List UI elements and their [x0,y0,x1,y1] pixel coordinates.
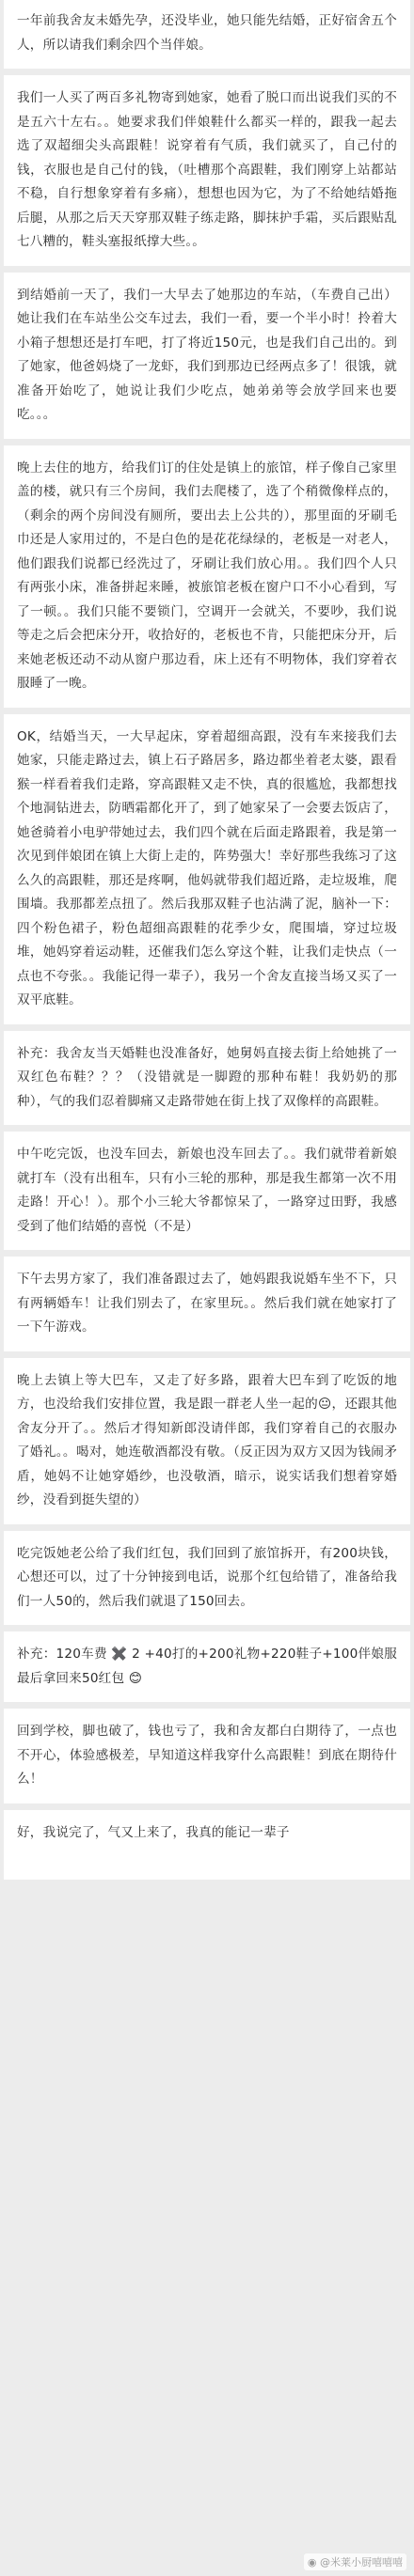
paragraph-card [4,75,410,266]
paragraph-card [4,1709,410,1803]
paragraph-card [4,1031,410,1126]
paragraph-card [4,714,410,1024]
weibo-logo-icon: ◉ [307,2556,317,2568]
paragraph-text: 到结婚前一天了，我们一大早去了她那边的车站，（车费自己出）她让我们在车站坐公交车过去，我们一看，要一个半小时！拎着大小箱子想想还是打车吧，打了将近150元，也是我们自己出的。到了她家，他爸妈烧了一龙虾，我们到那边已经两点多了！很饿，就准备开始吃了，她说让我们少吃点，她弟弟等会放学回来也要吃。。。 [17,287,397,422]
paragraph-card [4,445,410,708]
paragraph-text: 回到学校，脚也破了，钱也亏了，我和舍友都白白期待了，一点也不开心，体验感极差，早知道这样我穿什么高跟鞋！到底在期待什么！ [17,1724,397,1787]
paragraph-card [4,1810,410,1880]
paragraph-text: 吃完饭她老公给了我们红包，我们回到了旅馆拆开，有200块钱，心想还可以，过了十分钟接到电话，说那个红包给错了，准备给我们一人50的，然后我们就退了150回去。 [17,1545,397,1609]
paragraph-text: 中午吃完饭，也没车回去，新娘也没车回去了。。我们就带着新娘就打车（没有出租车，只有小三轮的那种，那是我生都第一次不用走路！开心！）。那个小三轮大爷都惊呆了，一路穿过田野，我感受到了他们结婚的喜悦（不是） [17,1147,397,1234]
paragraph-card [4,1132,410,1250]
paragraph-card [4,0,410,69]
paragraph-text: 补充：120车费 ✖️ 2 +40打的+200礼物+220鞋子+100伴娘服 最后拿回来50红包 😊 [17,1647,402,1686]
paragraph-card [4,1531,410,1626]
paragraph-card [4,1358,410,1524]
paragraph-text: 我们一人买了两百多礼物寄到她家，她看了脱口而出说我们买的不是五六十左右。。她要求我们伴娘鞋什么都买一样的，跟我一起去选了双超细尖头高跟鞋！说穿着有气质，我们就买了，自己付的钱，衣服也是自己付的钱，（吐槽那个高跟鞋，我们刚穿上站都站不稳，自行想象穿着有多痛），想想也因为它，为了不给她结婚拖后腿，从那之后天天穿那双鞋子练走路，脚抹护手霜，买后跟贴乱七八糟的，鞋头塞报纸撑大些。。 [17,90,397,249]
watermark-text: @米莱小厨嘻嘻嘻 [320,2556,403,2568]
paragraph-text: 晚上去镇上等大巴车，又走了好多路，跟着大巴车到了吃饭的地方，也没给我们安排位置，我是跟一群老人坐一起的😐，还跟其他舍友分开了。。然后才得知新郎没请伴郎，我们穿着自己的衣服办了婚礼。。喝对，她连敬酒都没有敬。（反正因为双方又因为钱闹矛盾，她妈不让她穿婚纱，也没敬酒，暗示，说实话我们想着穿婚纱，没看到挺失望的） [17,1372,397,1507]
paragraph-card [4,273,410,439]
paragraph-card [4,1631,410,1702]
paragraph-text: 下午去男方家了，我们准备跟过去了，她妈跟我说婚车坐不下，只有两辆婚车！让我们别去了，在家里玩。。然后我们就在她家打了一下午游戏。 [17,1272,397,1335]
paragraph-text: 补充：我舍友当天婚鞋也没准备好，她舅妈直接去街上给她挑了一双红色布鞋？？？（没错就是一脚蹬的那种布鞋！我奶奶的那种），气的我们忍着脚痛又走路带她在街上找了双像样的高跟鞋。 [17,1045,397,1109]
paragraph-text: 一年前我舍友未婚先孕，还没毕业，她只能先结婚，正好宿舍五个人，所以请我们剩余四个当伴娘。 [17,13,397,53]
paragraph-text: 晚上去住的地方，给我们订的住处是镇上的旅馆，样子像自己家里盖的楼，就只有三个房间，我们去爬楼了，选了个稍微像样点的，（剩余的两个房间没有厕所，要出去上公共的），那里面的牙刷毛巾还是人家用过的，不是白色的是花花绿绿的，老板是一对老人，他们跟我们说都已经洗过了，牙刷让我们放心用。。我们四个人只有两张小床，准备拼起来睡，被旅馆老板在窗户口不小心看到，写了一顿。。我们只能不要锁门，空调开一会就关，不要吵，我们说等走之后会把床分开，收拾好的，老板也不肯，只能把床分开，后来她老板还动不动从窗户那边看，床上还有不明物体，我们穿着衣服睡了一晚。 [17,460,397,691]
watermark [304,2553,406,2570]
paragraph-text: OK，结婚当天，一大早起床，穿着超细高跟，没有车来接我们去她家，只能走路过去，镇上石子路居多，路边都坐着老太婆，跟看猴一样看着我们走路，穿高跟鞋又走不快，真的很尴尬，我都想找个地洞钻进去，防晒霜都化开了，到了她家呆了一会要去饭店了，她爸骑着小电驴带她过去，我们四个就在后面走路跟着，我是第一次见到伴娘团在镇上大街上走的，阵势强大！幸好那些我练习了这么久的高跟鞋，那还是疼啊，他妈就带我们超近路，走垃圾堆，爬围墙。我那都差点扭了。然后我那双鞋子也沾满了泥，脑补一下：四个粉色裙子，粉色超细高跟鞋的花季少女，爬围墙，穿过垃圾堆，她妈穿着运动鞋，还催我们怎么穿这个鞋，让我们走快点（一点也不夸张。。我能记得一辈子），我另一个舍友直接当场又买了一双平底鞋。 [17,728,397,1007]
paragraph-text: 好，我说完了，气又上来了，我真的能记一辈子 [17,1824,290,1840]
paragraph-card [4,1257,410,1351]
